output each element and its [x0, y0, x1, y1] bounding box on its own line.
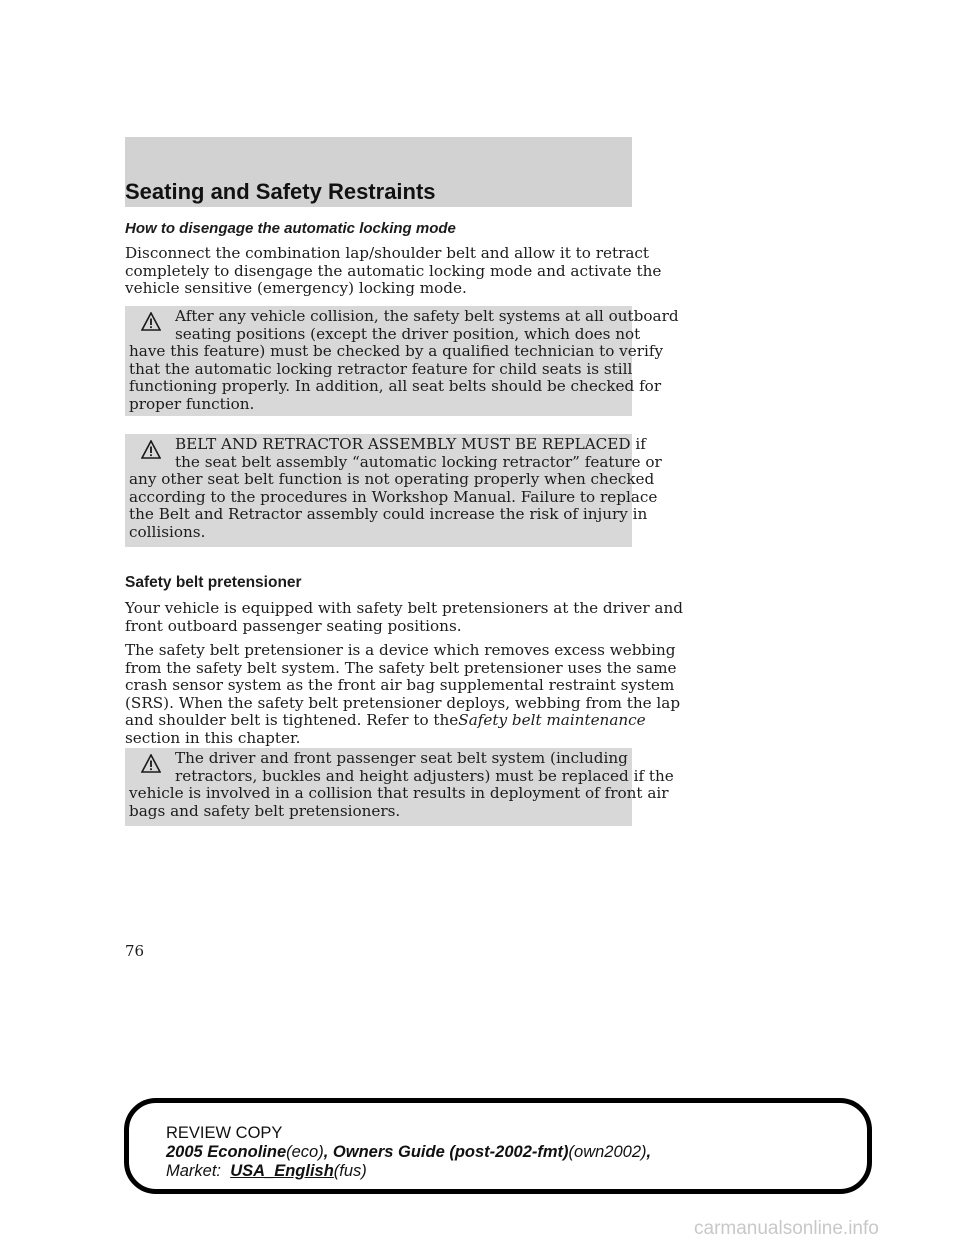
review-copy-footer-text	[166, 1124, 651, 1181]
text-line: section in this chapter.	[125, 728, 301, 747]
text-line: that the automatic locking retractor feature for child seats is still	[129, 359, 633, 378]
text-line: proper function.	[129, 394, 255, 413]
text-line	[125, 711, 646, 730]
text-line: vehicle sensitive (emergency) locking mode.	[125, 279, 467, 298]
text-line: The safety belt pretensioner is a device which removes excess webbing	[125, 641, 676, 659]
footer-model-line	[166, 1143, 651, 1162]
text-line: front outboard passenger seating positions.	[125, 616, 462, 635]
text-line: have this feature) must be checked by a qualified technician to verify	[129, 342, 664, 361]
watermark: carmanualsonline.info	[694, 1218, 879, 1239]
footer-market-label: Market:	[166, 1162, 222, 1180]
footer-model: 2005 Econoline	[166, 1143, 287, 1161]
text-line: BELT AND RETRACTOR ASSEMBLY MUST BE REPLACED if	[175, 435, 646, 453]
footer-guide-code: (own2002)	[568, 1143, 647, 1161]
text-line: The driver and front passenger seat belt system (including	[175, 749, 628, 767]
text-line: Your vehicle is equipped with safety belt pretensioners at the driver and	[125, 599, 683, 617]
text-line: (SRS). When the safety belt pretensioner deploys, webbing from the lap	[125, 693, 681, 712]
warning-box-system-replacement	[125, 748, 674, 826]
section-heading-disengage: How to disengage the automatic locking mode	[125, 220, 456, 237]
text-line: crash sensor system as the front air bag supplemental restraint system	[125, 676, 675, 695]
warning-text	[129, 750, 674, 820]
text-line: the Belt and Retractor assembly could increase the risk of injury in	[129, 505, 648, 524]
paragraph-pretensioner-description	[125, 641, 681, 748]
review-copy-label: REVIEW COPY	[166, 1124, 283, 1142]
text-fragment: and shoulder belt is tightened. Refer to the	[125, 711, 459, 730]
text-line: After any vehicle collision, the safety belt systems at all outboard	[175, 307, 679, 325]
section-heading-pretensioner: Safety belt pretensioner	[125, 574, 302, 591]
text-line: seating positions (except the driver position, which does not	[175, 324, 641, 343]
text-line: vehicle is involved in a collision that results in deployment of front air	[129, 784, 669, 803]
footer-market: USA_English	[230, 1162, 334, 1180]
text-line: collisions.	[129, 522, 206, 541]
page-number: 76	[125, 942, 145, 960]
warning-text	[129, 436, 662, 542]
text-line: from the safety belt system. The safety belt pretensioner uses the same	[125, 658, 677, 677]
page-title: Seating and Safety Restraints	[125, 179, 436, 204]
warning-text	[129, 308, 679, 414]
text-line: Disconnect the combination lap/shoulder belt and allow it to retract	[125, 244, 650, 262]
cross-reference-link: Safety belt maintenance	[458, 711, 646, 730]
paragraph-pretensioner-intro	[125, 599, 683, 635]
text-line: the seat belt assembly “automatic locking retractor” feature or	[175, 452, 662, 471]
warning-box-collision	[125, 306, 679, 416]
paragraph-disengage	[125, 244, 662, 298]
footer-separator: ,	[323, 1143, 333, 1161]
footer-model-code: (eco)	[286, 1143, 324, 1161]
footer-market-code: (fus)	[333, 1162, 367, 1180]
text-line: according to the procedures in Workshop Manual. Failure to replace	[129, 487, 658, 506]
warning-box-replace-assembly	[125, 434, 662, 547]
text-line: completely to disengage the automatic locking mode and activate the	[125, 261, 662, 280]
text-line: bags and safety belt pretensioners.	[129, 801, 401, 820]
text-line: any other seat belt function is not operating properly when checked	[129, 470, 655, 489]
text-line: retractors, buckles and height adjusters) must be replaced if the	[175, 766, 674, 785]
text-line: functioning properly. In addition, all seat belts should be checked for	[129, 377, 662, 396]
footer-guide: Owners Guide (post-2002-fmt)	[332, 1143, 569, 1161]
footer-separator: ,	[646, 1143, 652, 1161]
footer-market-line	[166, 1162, 651, 1181]
